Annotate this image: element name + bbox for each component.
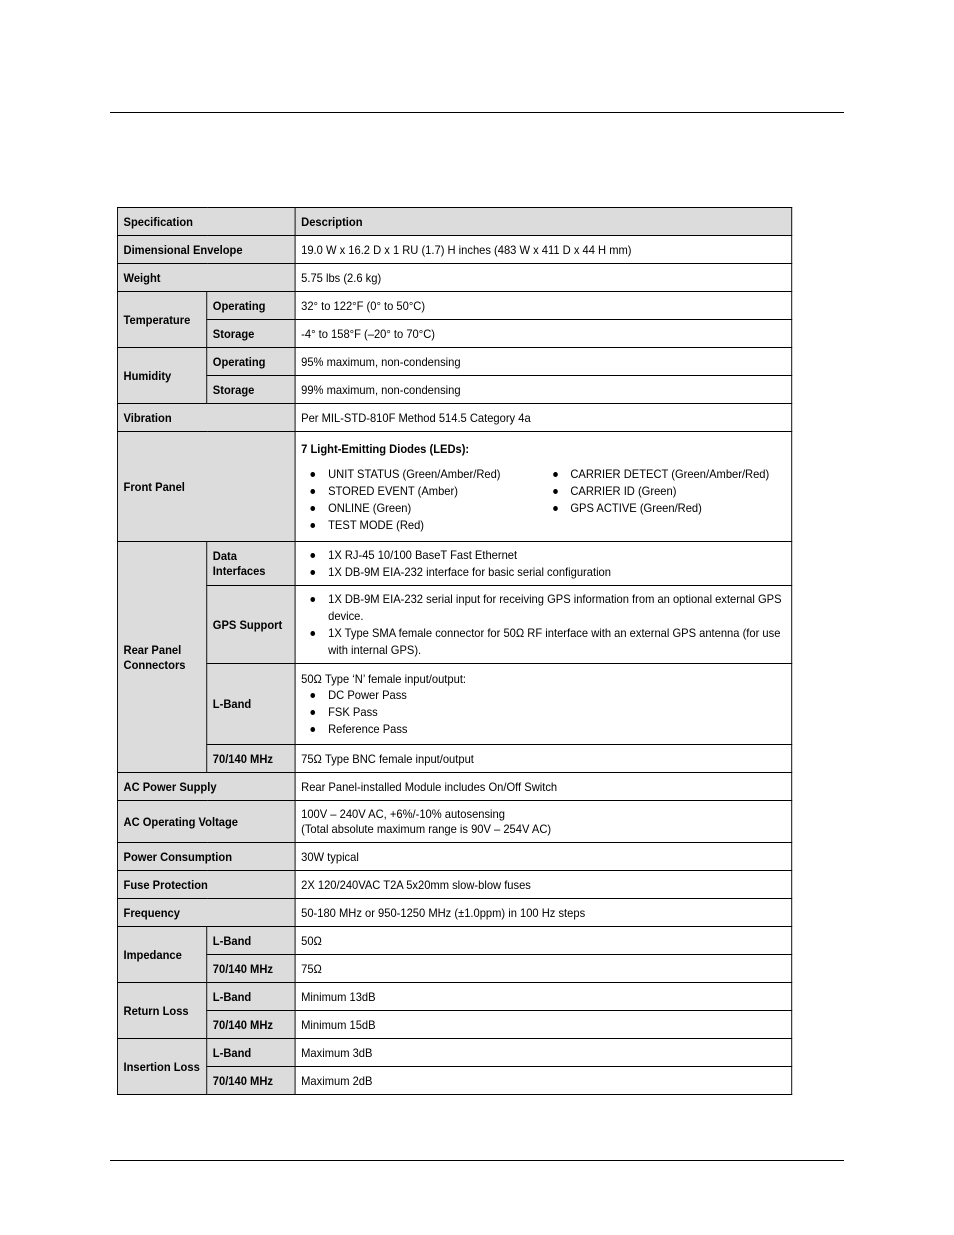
ac-voltage-line1: 100V – 240V AC, +6%/-10% autosensing [301,807,505,821]
dimensional-value: 19.0 W x 16.2 D x 1 RU (1.7) H inches (483 W x 411 D x 44 H mm) [295,236,792,264]
table-row [117,664,791,745]
return-loss-lband-label: L-Band [207,983,295,1011]
table-row [117,801,791,843]
humidity-storage-value: 99% maximum, non-condensing [295,376,792,404]
temperature-storage-value: -4° to 158°F (–20° to 70°C) [295,320,792,348]
table-row [117,871,791,899]
power-value: 30W typical [295,843,792,871]
table-row [117,1011,791,1039]
rear-panel-label: Rear Panel Connectors [117,542,206,773]
table-row [117,264,791,292]
table-row [117,292,791,320]
data-interfaces-label: Data Interfaces [207,542,295,586]
list-item: CARRIER DETECT (Green/Amber/Red) [543,466,785,483]
gps-support-value [295,586,792,664]
ac-voltage-label: AC Operating Voltage [117,801,295,843]
table-row [117,404,791,432]
list-item: Reference Pass [301,721,786,738]
desc-column-header: Description [295,208,792,236]
led-list-right [543,466,785,534]
list-item: CARRIER ID (Green) [543,483,785,500]
insertion-loss-label: Insertion Loss [117,1039,206,1095]
spec-column-header: Specification [117,208,295,236]
return-loss-label: Return Loss [117,983,206,1039]
table-row [117,983,791,1011]
list-item: 1X DB-9M EIA-232 serial input for receiving GPS information from an optional external GPS device. [301,591,786,625]
table-row [117,320,791,348]
impedance-if-value: 75Ω [295,955,792,983]
fuse-value: 2X 120/240VAC T2A 5x20mm slow-blow fuses [295,871,792,899]
insertion-loss-if-value: Maximum 2dB [295,1067,792,1095]
table-row [117,542,791,586]
table-row [117,586,791,664]
front-panel-value [295,432,792,542]
vibration-value: Per MIL-STD-810F Method 514.5 Category 4a [295,404,792,432]
table-row [117,236,791,264]
list-item: FSK Pass [301,704,786,721]
led-title: 7 Light-Emitting Diodes (LEDs): [301,441,470,456]
vibration-label: Vibration [117,404,295,432]
list-item: 1X RJ-45 10/100 BaseT Fast Ethernet [301,547,786,564]
rear-if-value: 75Ω Type BNC female input/output [295,745,792,773]
table-row [117,376,791,404]
ac-voltage-value [295,801,792,843]
table-row [117,745,791,773]
temperature-label: Temperature [117,292,206,348]
power-label: Power Consumption [117,843,295,871]
header-rule [110,112,844,113]
list-item: 1X DB-9M EIA-232 interface for basic serial configuration [301,564,786,581]
table-row [117,348,791,376]
table-row [117,773,791,801]
return-loss-lband-value: Minimum 13dB [295,983,792,1011]
ac-supply-label: AC Power Supply [117,773,295,801]
return-loss-if-value: Minimum 15dB [295,1011,792,1039]
rear-lband-value [295,664,792,745]
table-row [117,432,791,542]
table-row [117,899,791,927]
specifications-table [117,207,792,1095]
header-row [117,208,791,236]
impedance-label: Impedance [117,927,206,983]
led-list-left [301,466,543,534]
frequency-label: Frequency [117,899,295,927]
impedance-lband-label: L-Band [207,927,295,955]
dimensional-label: Dimensional Envelope [117,236,295,264]
list-item: STORED EVENT (Amber) [301,483,543,500]
humidity-operating-label: Operating [207,348,295,376]
ac-supply-value: Rear Panel-installed Module includes On/Off Switch [295,773,792,801]
ac-voltage-line2: (Total absolute maximum range is 90V – 254V AC) [301,822,552,836]
list-item: TEST MODE (Red) [301,517,543,534]
weight-value: 5.75 lbs (2.6 kg) [295,264,792,292]
insertion-loss-if-label: 70/140 MHz [207,1067,295,1095]
weight-label: Weight [117,264,295,292]
rear-if-label: 70/140 MHz [207,745,295,773]
list-item: GPS ACTIVE (Green/Red) [543,500,785,517]
insertion-loss-lband-label: L-Band [207,1039,295,1067]
lband-intro: 50Ω Type ‘N’ female input/output: [301,671,467,686]
humidity-label: Humidity [117,348,206,404]
temperature-operating-label: Operating [207,292,295,320]
gps-support-label: GPS Support [207,586,295,664]
temperature-operating-value: 32° to 122°F (0° to 50°C) [295,292,792,320]
impedance-if-label: 70/140 MHz [207,955,295,983]
impedance-lband-value: 50Ω [295,927,792,955]
humidity-storage-label: Storage [207,376,295,404]
rear-lband-label: L-Band [207,664,295,745]
table-row [117,955,791,983]
insertion-loss-lband-value: Maximum 3dB [295,1039,792,1067]
table-row [117,1067,791,1095]
table-row [117,843,791,871]
temperature-storage-label: Storage [207,320,295,348]
list-item: UNIT STATUS (Green/Amber/Red) [301,466,543,483]
humidity-operating-value: 95% maximum, non-condensing [295,348,792,376]
fuse-label: Fuse Protection [117,871,295,899]
list-item: 1X Type SMA female connector for 50Ω RF interface with an external GPS antenna (for use with internal GPS). [301,625,786,659]
frequency-value: 50-180 MHz or 950-1250 MHz (±1.0ppm) in 100 Hz steps [295,899,792,927]
data-interfaces-value [295,542,792,586]
front-panel-label: Front Panel [117,432,295,542]
table-row [117,1039,791,1067]
list-item: DC Power Pass [301,687,786,704]
list-item: ONLINE (Green) [301,500,543,517]
table-row [117,927,791,955]
return-loss-if-label: 70/140 MHz [207,1011,295,1039]
footer-rule [110,1160,844,1161]
